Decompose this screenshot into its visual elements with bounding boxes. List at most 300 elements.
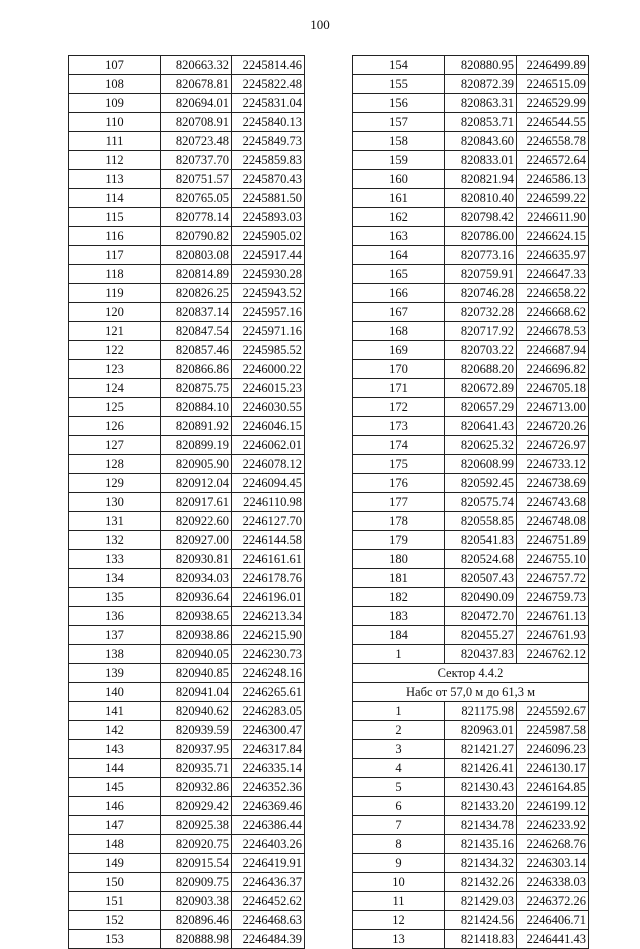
x-coordinate: 821424.56 (445, 911, 517, 930)
x-coordinate: 820940.05 (161, 645, 232, 664)
table-row (353, 189, 589, 208)
x-coordinate: 820703.22 (445, 341, 517, 360)
table-row (353, 474, 589, 493)
table-row (353, 892, 589, 911)
point-number: 174 (353, 436, 445, 455)
y-coordinate: 2246110.98 (232, 493, 305, 512)
x-coordinate: 820922.60 (161, 512, 232, 531)
point-number: 113 (69, 170, 161, 189)
table-row (69, 474, 305, 493)
table-row (69, 664, 305, 683)
point-number: 184 (353, 626, 445, 645)
y-coordinate: 2245849.73 (232, 132, 305, 151)
point-number: 120 (69, 303, 161, 322)
y-coordinate: 2246078.12 (232, 455, 305, 474)
y-coordinate: 2246338.03 (517, 873, 589, 892)
x-coordinate: 821432.26 (445, 873, 517, 892)
point-number: 134 (69, 569, 161, 588)
x-coordinate: 820843.60 (445, 132, 517, 151)
x-coordinate: 820940.85 (161, 664, 232, 683)
x-coordinate: 820880.95 (445, 56, 517, 75)
y-coordinate: 2246705.18 (517, 379, 589, 398)
x-coordinate: 820694.01 (161, 94, 232, 113)
x-coordinate: 820688.20 (445, 360, 517, 379)
y-coordinate: 2246572.64 (517, 151, 589, 170)
y-coordinate: 2245987.58 (517, 721, 589, 740)
point-number: 159 (353, 151, 445, 170)
x-coordinate: 820938.86 (161, 626, 232, 645)
table-row (353, 436, 589, 455)
y-coordinate: 2246759.73 (517, 588, 589, 607)
y-coordinate: 2245840.13 (232, 113, 305, 132)
table-row (69, 778, 305, 797)
point-number: 145 (69, 778, 161, 797)
x-coordinate: 821433.20 (445, 797, 517, 816)
point-number: 162 (353, 208, 445, 227)
y-coordinate: 2246000.22 (232, 360, 305, 379)
x-coordinate: 820929.42 (161, 797, 232, 816)
point-number: 157 (353, 113, 445, 132)
table-row (69, 683, 305, 702)
table-row (69, 360, 305, 379)
y-coordinate: 2246696.82 (517, 360, 589, 379)
point-number: 127 (69, 436, 161, 455)
y-coordinate: 2246144.58 (232, 531, 305, 550)
x-coordinate: 820927.00 (161, 531, 232, 550)
table-row (69, 455, 305, 474)
point-number: 168 (353, 322, 445, 341)
y-coordinate: 2245957.16 (232, 303, 305, 322)
point-number: 165 (353, 265, 445, 284)
point-number: 7 (353, 816, 445, 835)
table-row (69, 816, 305, 835)
y-coordinate: 2246352.36 (232, 778, 305, 797)
table-row (69, 75, 305, 94)
x-coordinate: 821426.41 (445, 759, 517, 778)
point-number: 149 (69, 854, 161, 873)
table-row (353, 170, 589, 189)
y-coordinate: 2246127.70 (232, 512, 305, 531)
y-coordinate: 2246303.14 (517, 854, 589, 873)
x-coordinate: 820853.71 (445, 113, 517, 132)
table-row (353, 151, 589, 170)
table-row (353, 398, 589, 417)
x-coordinate: 820490.09 (445, 588, 517, 607)
y-coordinate: 2246369.46 (232, 797, 305, 816)
point-number: 1 (353, 645, 445, 664)
point-number: 181 (353, 569, 445, 588)
table-row (353, 607, 589, 626)
point-number: 12 (353, 911, 445, 930)
y-coordinate: 2246062.01 (232, 436, 305, 455)
y-coordinate: 2246441.43 (517, 930, 589, 949)
table-row (69, 341, 305, 360)
x-coordinate: 820437.83 (445, 645, 517, 664)
x-coordinate: 820798.42 (445, 208, 517, 227)
table-row (69, 873, 305, 892)
table-row (353, 740, 589, 759)
x-coordinate: 820663.32 (161, 56, 232, 75)
point-number: 124 (69, 379, 161, 398)
point-number: 116 (69, 227, 161, 246)
x-coordinate: 820803.08 (161, 246, 232, 265)
y-coordinate: 2246726.97 (517, 436, 589, 455)
x-coordinate: 821429.03 (445, 892, 517, 911)
y-coordinate: 2246300.47 (232, 721, 305, 740)
point-number: 166 (353, 284, 445, 303)
table-row (353, 455, 589, 474)
point-number: 142 (69, 721, 161, 740)
x-coordinate: 820934.03 (161, 569, 232, 588)
point-number: 172 (353, 398, 445, 417)
point-number: 158 (353, 132, 445, 151)
point-number: 178 (353, 512, 445, 531)
point-number: 119 (69, 284, 161, 303)
table-row (69, 702, 305, 721)
y-coordinate: 2246484.39 (232, 930, 305, 949)
table-row (69, 113, 305, 132)
point-number: 153 (69, 930, 161, 949)
x-coordinate: 820915.54 (161, 854, 232, 873)
y-coordinate: 2246762.12 (517, 645, 589, 664)
point-number: 121 (69, 322, 161, 341)
table-row (353, 132, 589, 151)
y-coordinate: 2245943.52 (232, 284, 305, 303)
x-coordinate: 820737.70 (161, 151, 232, 170)
y-coordinate: 2246558.78 (517, 132, 589, 151)
y-coordinate: 2246743.68 (517, 493, 589, 512)
point-number: 146 (69, 797, 161, 816)
x-coordinate: 820833.01 (445, 151, 517, 170)
y-coordinate: 2246164.85 (517, 778, 589, 797)
point-number: 155 (353, 75, 445, 94)
x-coordinate: 820935.71 (161, 759, 232, 778)
x-coordinate: 820941.04 (161, 683, 232, 702)
x-coordinate: 820963.01 (445, 721, 517, 740)
point-number: 2 (353, 721, 445, 740)
y-coordinate: 2245905.02 (232, 227, 305, 246)
table-row (69, 246, 305, 265)
point-number: 109 (69, 94, 161, 113)
point-number: 140 (69, 683, 161, 702)
y-coordinate: 2246178.76 (232, 569, 305, 588)
y-coordinate: 2246196.01 (232, 588, 305, 607)
table-row (353, 645, 589, 664)
x-coordinate: 820723.48 (161, 132, 232, 151)
point-number: 5 (353, 778, 445, 797)
y-coordinate: 2246283.05 (232, 702, 305, 721)
table-row (353, 626, 589, 645)
y-coordinate: 2246544.55 (517, 113, 589, 132)
table-row (353, 531, 589, 550)
table-row (69, 588, 305, 607)
y-coordinate: 2246213.34 (232, 607, 305, 626)
point-number: 11 (353, 892, 445, 911)
y-coordinate: 2246452.62 (232, 892, 305, 911)
y-coordinate: 2245870.43 (232, 170, 305, 189)
point-number: 177 (353, 493, 445, 512)
point-number: 128 (69, 455, 161, 474)
y-coordinate: 2245592.67 (517, 702, 589, 721)
x-coordinate: 820821.94 (445, 170, 517, 189)
table-row (69, 759, 305, 778)
x-coordinate: 820932.86 (161, 778, 232, 797)
y-coordinate: 2246030.55 (232, 398, 305, 417)
table-row (69, 493, 305, 512)
y-coordinate: 2246386.44 (232, 816, 305, 835)
table-row (69, 322, 305, 341)
table-row (353, 797, 589, 816)
x-coordinate: 820507.43 (445, 569, 517, 588)
x-coordinate: 820866.86 (161, 360, 232, 379)
point-number: 136 (69, 607, 161, 626)
point-number: 176 (353, 474, 445, 493)
x-coordinate: 820657.29 (445, 398, 517, 417)
x-coordinate: 820857.46 (161, 341, 232, 360)
table-row (69, 94, 305, 113)
x-coordinate: 820773.16 (445, 246, 517, 265)
y-coordinate: 2246468.63 (232, 911, 305, 930)
point-number: 148 (69, 835, 161, 854)
table-row (69, 569, 305, 588)
table-row (69, 550, 305, 569)
table-row (353, 360, 589, 379)
y-coordinate: 2246215.90 (232, 626, 305, 645)
table-row (69, 892, 305, 911)
point-number: 163 (353, 227, 445, 246)
x-coordinate: 820863.31 (445, 94, 517, 113)
x-coordinate: 820909.75 (161, 873, 232, 892)
point-number: 154 (353, 56, 445, 75)
point-number: 180 (353, 550, 445, 569)
point-number: 175 (353, 455, 445, 474)
point-number: 167 (353, 303, 445, 322)
y-coordinate: 2246268.76 (517, 835, 589, 854)
x-coordinate: 820672.89 (445, 379, 517, 398)
table-row (69, 170, 305, 189)
y-coordinate: 2246436.37 (232, 873, 305, 892)
x-coordinate: 820891.92 (161, 417, 232, 436)
y-coordinate: 2245814.46 (232, 56, 305, 75)
y-coordinate: 2246687.94 (517, 341, 589, 360)
x-coordinate: 821434.78 (445, 816, 517, 835)
x-coordinate: 820678.81 (161, 75, 232, 94)
y-coordinate: 2245822.48 (232, 75, 305, 94)
table-row (353, 816, 589, 835)
x-coordinate: 820920.75 (161, 835, 232, 854)
table-row (353, 493, 589, 512)
x-coordinate: 820903.38 (161, 892, 232, 911)
table-row (353, 303, 589, 322)
table-row (69, 303, 305, 322)
table-row (69, 512, 305, 531)
x-coordinate: 820905.90 (161, 455, 232, 474)
x-coordinate: 820575.74 (445, 493, 517, 512)
table-row (69, 740, 305, 759)
table-row (69, 797, 305, 816)
point-number: 138 (69, 645, 161, 664)
y-coordinate: 2245985.52 (232, 341, 305, 360)
table-row (69, 132, 305, 151)
y-coordinate: 2246046.15 (232, 417, 305, 436)
x-coordinate: 820826.25 (161, 284, 232, 303)
table-row (69, 398, 305, 417)
y-coordinate: 2246335.14 (232, 759, 305, 778)
table-row (353, 379, 589, 398)
y-coordinate: 2246161.61 (232, 550, 305, 569)
y-coordinate: 2246230.73 (232, 645, 305, 664)
x-coordinate: 820814.89 (161, 265, 232, 284)
x-coordinate: 820746.28 (445, 284, 517, 303)
y-coordinate: 2245881.50 (232, 189, 305, 208)
x-coordinate: 820765.05 (161, 189, 232, 208)
point-number: 110 (69, 113, 161, 132)
y-coordinate: 2245831.04 (232, 94, 305, 113)
y-coordinate: 2246751.89 (517, 531, 589, 550)
table-row (69, 626, 305, 645)
table-row (353, 835, 589, 854)
sector-range: Набс от 57,0 м до 61,3 м (353, 683, 589, 702)
y-coordinate: 2246096.23 (517, 740, 589, 759)
x-coordinate: 820455.27 (445, 626, 517, 645)
x-coordinate: 820940.62 (161, 702, 232, 721)
table-row (353, 854, 589, 873)
point-number: 150 (69, 873, 161, 892)
table-row (69, 379, 305, 398)
table-row (353, 227, 589, 246)
x-coordinate: 820917.61 (161, 493, 232, 512)
table-row (353, 113, 589, 132)
x-coordinate: 820625.32 (445, 436, 517, 455)
y-coordinate: 2246678.53 (517, 322, 589, 341)
table-row (69, 531, 305, 550)
y-coordinate: 2246130.17 (517, 759, 589, 778)
y-coordinate: 2246635.97 (517, 246, 589, 265)
point-number: 125 (69, 398, 161, 417)
y-coordinate: 2246748.08 (517, 512, 589, 531)
point-number: 144 (69, 759, 161, 778)
x-coordinate: 820884.10 (161, 398, 232, 417)
x-coordinate: 821421.27 (445, 740, 517, 759)
point-number: 139 (69, 664, 161, 683)
point-number: 10 (353, 873, 445, 892)
point-number: 108 (69, 75, 161, 94)
x-coordinate: 821175.98 (445, 702, 517, 721)
table-row (69, 854, 305, 873)
table-row (69, 911, 305, 930)
y-coordinate: 2246406.71 (517, 911, 589, 930)
table-row (69, 208, 305, 227)
table-row (69, 56, 305, 75)
table-row (69, 645, 305, 664)
x-coordinate: 820930.81 (161, 550, 232, 569)
point-number: 112 (69, 151, 161, 170)
point-number: 143 (69, 740, 161, 759)
y-coordinate: 2246015.23 (232, 379, 305, 398)
x-coordinate: 820790.82 (161, 227, 232, 246)
coordinates-table-right (352, 55, 589, 949)
point-number: 129 (69, 474, 161, 493)
y-coordinate: 2246529.99 (517, 94, 589, 113)
x-coordinate: 820899.19 (161, 436, 232, 455)
table-row (353, 246, 589, 265)
y-coordinate: 2246720.26 (517, 417, 589, 436)
point-number: 126 (69, 417, 161, 436)
point-number: 171 (353, 379, 445, 398)
point-number: 164 (353, 246, 445, 265)
table-row (353, 569, 589, 588)
point-number: 161 (353, 189, 445, 208)
point-number: 151 (69, 892, 161, 911)
y-coordinate: 2246668.62 (517, 303, 589, 322)
table-row (69, 417, 305, 436)
table-row (69, 284, 305, 303)
table-row (353, 778, 589, 797)
table-row (353, 930, 589, 949)
table-row (353, 550, 589, 569)
x-coordinate: 820751.57 (161, 170, 232, 189)
x-coordinate: 820872.39 (445, 75, 517, 94)
sector-title-row (353, 664, 589, 683)
y-coordinate: 2246248.16 (232, 664, 305, 683)
x-coordinate: 820847.54 (161, 322, 232, 341)
y-coordinate: 2246419.91 (232, 854, 305, 873)
y-coordinate: 2246738.69 (517, 474, 589, 493)
table-row (353, 208, 589, 227)
point-number: 179 (353, 531, 445, 550)
point-number: 173 (353, 417, 445, 436)
point-number: 131 (69, 512, 161, 531)
x-coordinate: 821418.83 (445, 930, 517, 949)
y-coordinate: 2246761.13 (517, 607, 589, 626)
point-number: 132 (69, 531, 161, 550)
table-row (353, 588, 589, 607)
point-number: 118 (69, 265, 161, 284)
y-coordinate: 2246372.26 (517, 892, 589, 911)
point-number: 114 (69, 189, 161, 208)
point-number: 122 (69, 341, 161, 360)
point-number: 137 (69, 626, 161, 645)
x-coordinate: 820875.75 (161, 379, 232, 398)
x-coordinate: 820472.70 (445, 607, 517, 626)
table-row (353, 512, 589, 531)
table-row (69, 189, 305, 208)
table-row (353, 341, 589, 360)
y-coordinate: 2245971.16 (232, 322, 305, 341)
y-coordinate: 2246499.89 (517, 56, 589, 75)
y-coordinate: 2245930.28 (232, 265, 305, 284)
point-number: 156 (353, 94, 445, 113)
point-number: 135 (69, 588, 161, 607)
point-number: 1 (353, 702, 445, 721)
x-coordinate: 820888.98 (161, 930, 232, 949)
table-row (353, 873, 589, 892)
point-number: 123 (69, 360, 161, 379)
x-coordinate: 820938.65 (161, 607, 232, 626)
y-coordinate: 2246611.90 (517, 208, 589, 227)
table-row (353, 56, 589, 75)
x-coordinate: 820708.91 (161, 113, 232, 132)
y-coordinate: 2246265.61 (232, 683, 305, 702)
table-row (353, 702, 589, 721)
table-row (69, 436, 305, 455)
x-coordinate: 820759.91 (445, 265, 517, 284)
x-coordinate: 820912.04 (161, 474, 232, 493)
table-row (353, 759, 589, 778)
x-coordinate: 820778.14 (161, 208, 232, 227)
point-number: 9 (353, 854, 445, 873)
table-row (353, 265, 589, 284)
